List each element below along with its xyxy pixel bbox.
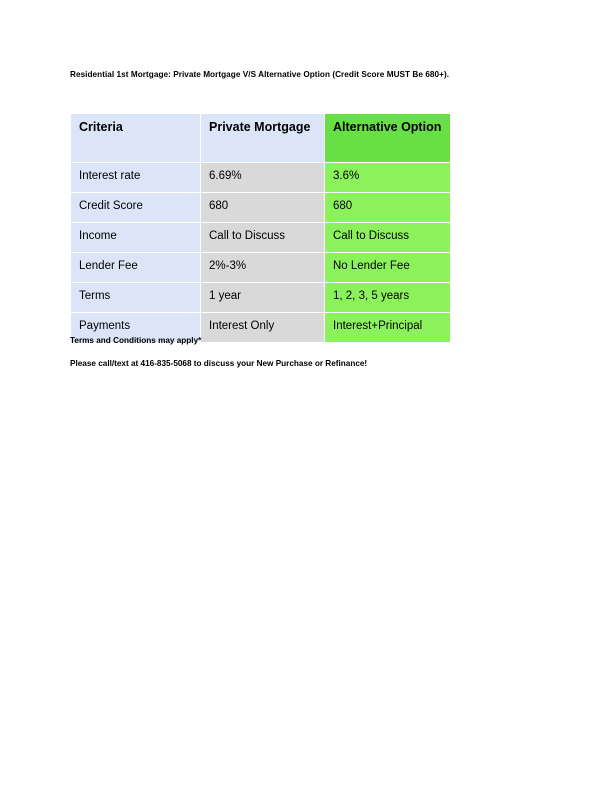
cell-private: 680 [201,193,325,223]
table-row [71,253,451,283]
table-row [71,163,451,193]
cell-criteria: Lender Fee [71,253,201,283]
cell-criteria: Terms [71,283,201,313]
cell-alternative: Interest+Principal [325,313,451,343]
cell-alternative: 680 [325,193,451,223]
contact-note: Please call/text at 416-835-5068 to discuss your New Purchase or Refinance! [70,359,368,368]
table-row [71,193,451,223]
cell-private: 2%-3% [201,253,325,283]
cell-criteria: Income [71,223,201,253]
table-row [71,283,451,313]
page-title: Residential 1st Mortgage: Private Mortgage V/S Alternative Option (Credit Score MUST Be 680+). [70,70,450,79]
column-header-criteria: Criteria [71,114,201,163]
table-header-row [71,114,451,163]
column-header-private-mortgage: Private Mortgage [201,114,325,163]
column-header-alternative-option: Alternative Option [325,114,451,163]
cell-private: 1 year [201,283,325,313]
cell-alternative: No Lender Fee [325,253,451,283]
cell-alternative: Call to Discuss [325,223,451,253]
cell-alternative: 3.6% [325,163,451,193]
cell-criteria: Payments [71,313,201,343]
terms-and-conditions-note: Terms and Conditions may apply* [70,336,202,345]
cell-private: 6.69% [201,163,325,193]
cell-alternative: 1, 2, 3, 5 years [325,283,451,313]
table-row [71,223,451,253]
cell-private: Interest Only [201,313,325,343]
mortgage-comparison-table [70,113,451,343]
cell-criteria: Interest rate [71,163,201,193]
cell-private: Call to Discuss [201,223,325,253]
cell-criteria: Credit Score [71,193,201,223]
